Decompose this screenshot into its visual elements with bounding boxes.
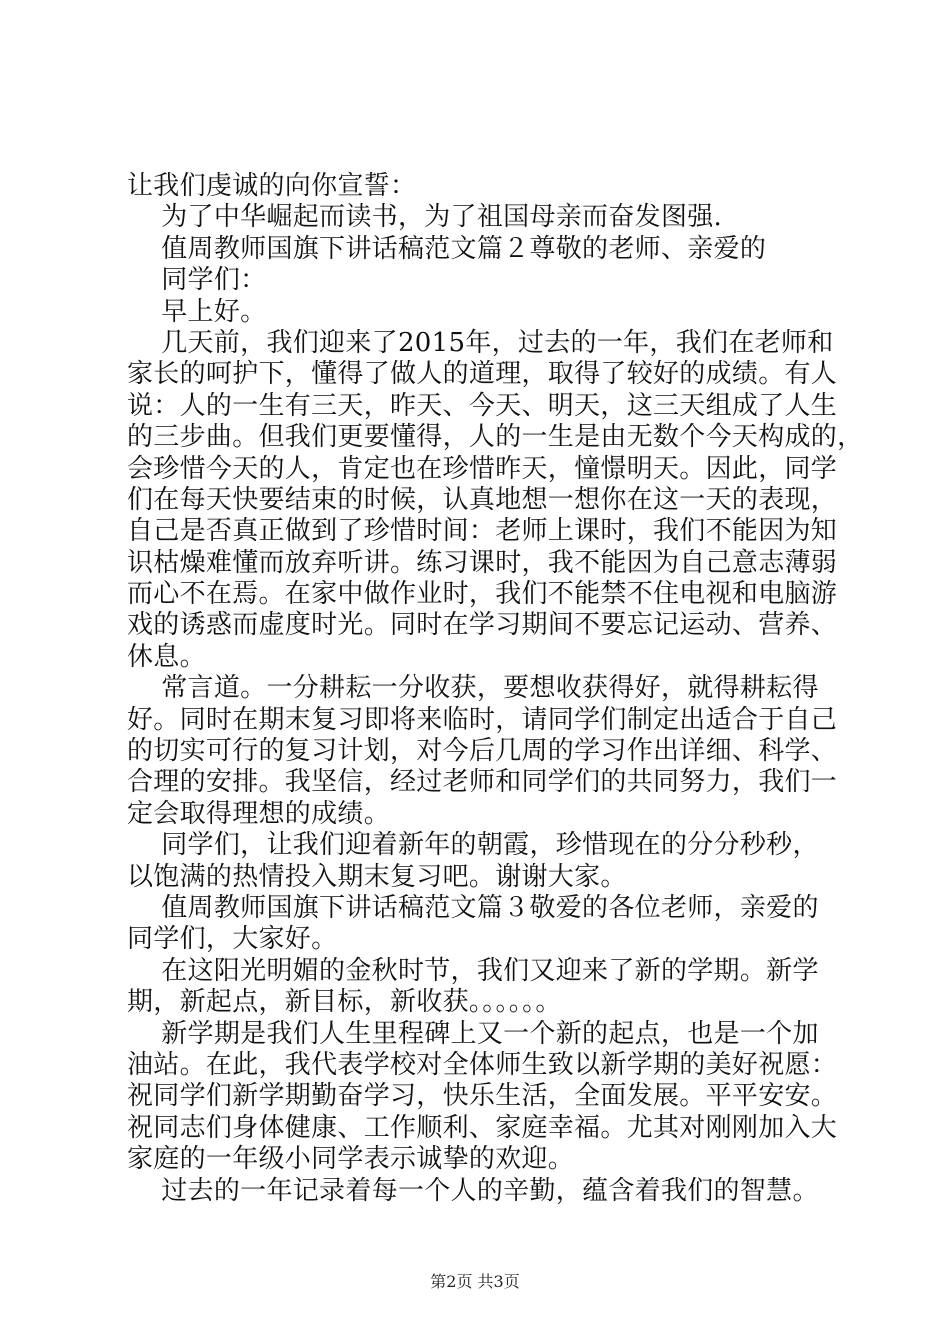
text-line: 的切实可行的复习计划，对今后几周的学习作出详细、科学、 [127, 736, 838, 767]
page-footer [0, 1272, 950, 1292]
text-line: 油站。在此，我代表学校对全体师生致以新学期的美好祝愿： [127, 1049, 838, 1080]
text-line: 休息。 [127, 641, 206, 672]
text-line: 值周教师国旗下讲话稿范文篇２尊敬的老师、亲爱的 [127, 233, 767, 264]
text-line: 值周教师国旗下讲话稿范文篇３敬爱的各位老师，亲爱的 [127, 892, 819, 923]
text-line: 而心不在焉。在家中做作业时，我们不能禁不住电视和电脑游 [127, 579, 838, 610]
text-line: 的三步曲。但我们更要懂得，人的一生是由无数个今天构成的， [127, 422, 864, 453]
text-line: 几天前，我们迎来了2015年，过去的一年，我们在老师和 [127, 327, 834, 358]
text-line: 会珍惜今天的人，肯定也在珍惜昨天，憧憬明天。因此，同学 [127, 453, 838, 484]
body-text [127, 171, 864, 1207]
text-line: 自己是否真正做到了珍惜时间：老师上课时，我们不能因为知 [127, 516, 838, 547]
text-line: 新学期是我们人生里程碑上又一个新的起点，也是一个加 [127, 1018, 819, 1049]
text-line: 为了中华崛起而读书，为了祖国母亲而奋发图强. [127, 202, 723, 233]
text-line: 合理的安排。我坚信，经过老师和同学们的共同努力，我们一 [127, 767, 838, 798]
text-line: 让我们虔诚的向你宣誓： [127, 171, 417, 201]
text-line: 好。同时在期末复习即将来临时，请同学们制定出适合于自己 [127, 704, 838, 735]
text-line: 家长的呵护下，懂得了做人的道理，取得了较好的成绩。有人 [127, 359, 838, 390]
text-line: 识枯燥难懂而放弃听讲。练习课时，我不能因为自己意志薄弱 [127, 547, 838, 578]
text-line: 家庭的一年级小同学表示诚挚的欢迎。 [127, 1144, 575, 1175]
text-line: 说：人的一生有三天，昨天、今天、明天，这三天组成了人生 [127, 390, 838, 421]
text-line: 同学们，让我们迎着新年的朝霞，珍惜现在的分分秒秒， [127, 830, 819, 861]
text-line: 以饱满的热情投入期末复习吧。谢谢大家。 [127, 861, 627, 892]
text-line: 同学们： [127, 265, 267, 296]
text-line: 祝同学们新学期勤奋学习，快乐生活，全面发展。平平安安。 [127, 1081, 838, 1112]
text-line: 早上好。 [127, 296, 267, 327]
text-line: 同学们，大家好。 [127, 924, 338, 955]
text-line: 祝同志们身体健康、工作顺利、家庭幸福。尤其对刚刚加入大 [127, 1112, 838, 1143]
text-line: 戏的诱惑而虚度时光。同时在学习期间不要忘记运动、营养、 [127, 610, 838, 641]
text-line: 定会取得理想的成绩。 [127, 798, 391, 829]
text-line: 在这阳光明媚的金秋时节，我们又迎来了新的学期。新学 [127, 955, 819, 986]
text-line: 们在每天快要结束的时候，认真地想一想你在这一天的表现， [127, 484, 838, 515]
text-line: 期，新起点，新目标，新收获。。。。。。 [127, 987, 562, 1018]
text-line: 常言道。一分耕耘一分收获，要想收获得好，就得耕耘得 [127, 673, 819, 704]
text-line: 过去的一年记录着每一个人的辛勤，蕴含着我们的智慧。 [127, 1175, 819, 1206]
page-number-label: 第2页 共3页 [430, 1272, 520, 1291]
